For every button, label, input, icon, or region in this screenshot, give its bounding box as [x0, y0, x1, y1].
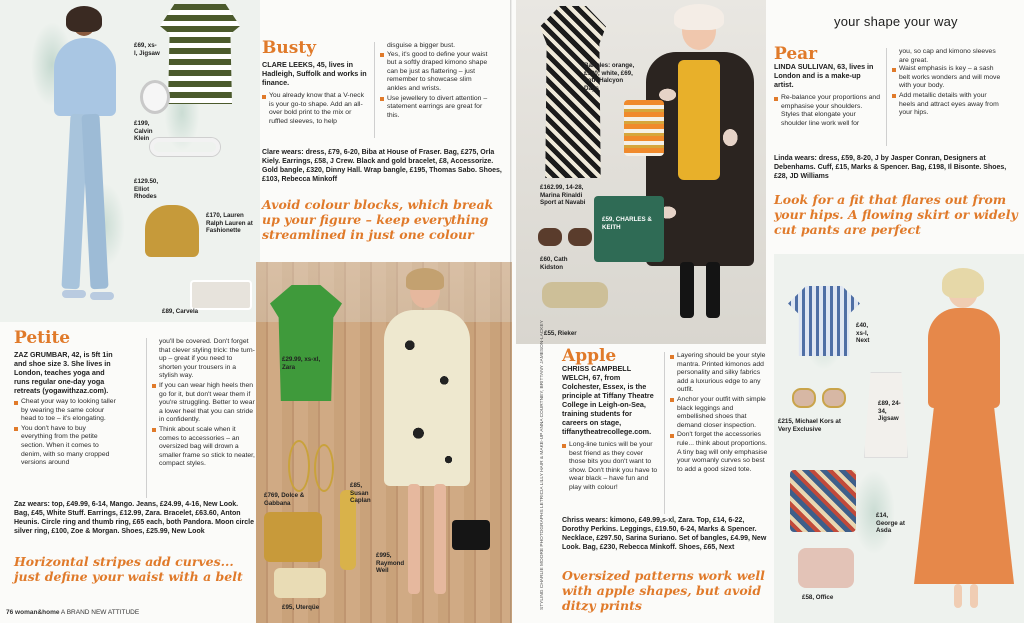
price-tag-dolce-bag: £769, Dolce & Gabbana: [264, 492, 305, 507]
busty-col2: [380, 42, 492, 121]
price-tag-carvela-sandal: £89, Carvela: [162, 308, 199, 315]
gold-sandal-image: [274, 568, 326, 598]
sandal-image: [190, 280, 252, 310]
apple-bullet: Long-line tunics will be your best friend as they cover those bits you don't want to show. Don't think you have to wear black – have fun and play with colour!: [562, 441, 658, 493]
price-tag-zara-dress: £29.99, xs-xl, Zara: [282, 356, 321, 371]
section-title: your shape your way: [834, 14, 958, 29]
pear-section: [774, 44, 1018, 180]
pear-continued-text: you, so cap and kimono sleeves are great.: [899, 48, 996, 64]
price-tag-cath-sunglasses: £60, Cath Kidston: [540, 256, 568, 271]
busty-quote: Avoid colour blocks, which break up your figure – keep everything streamlined in just one colour: [262, 197, 494, 242]
price-tag-rieker-sandal: £55, Rieker: [544, 330, 577, 337]
printed-dress-image: [540, 6, 606, 178]
pear-bullet: Waist emphasis is key – a sash belt works wonders and will move with your body.: [892, 65, 1004, 91]
price-tag-ralph-bag: £170, Lauren Ralph Lauren at Fashionette: [206, 212, 253, 234]
patterned-tote-image: [790, 470, 856, 532]
striped-dress-image: [160, 4, 240, 104]
busty-lead: CLARE LEEKS, 45, lives in Hadleigh, Suffolk and works in finance.: [262, 60, 367, 87]
busty-column-divider: [374, 42, 375, 138]
petite-quote: Horizontal stripes add curves... just define your waist with a belt: [14, 554, 243, 584]
pear-credits: Linda wears: dress, £59, 8-20, J by Jasper Conran, Designers at Debenhams. Cuff, £15, Marks & Spencer. Bag, £198, Il Bisonte. Shoes, £28, JD Williams: [774, 155, 1007, 180]
bullet-icon: [262, 95, 266, 99]
petite-bullet: If you can wear high heels then go for it, but don't wear them if you're struggling. Better to wear a lower heel that you can stride in confidently.: [152, 382, 256, 425]
bullet-icon: [380, 97, 384, 101]
price-tag-bangles: Bangles: orange, £130; white, £69, both Halcyon Days: [584, 62, 635, 92]
bullet-icon: [670, 355, 674, 359]
crossbody-bag-image: [145, 205, 199, 257]
bullet-icon: [892, 94, 896, 98]
apple-heading: Apple: [562, 346, 617, 366]
bullet-icon: [774, 97, 778, 101]
apple-section: [562, 346, 768, 506]
bangles-image: [624, 100, 664, 156]
bullet-icon: [670, 434, 674, 438]
apple-col2: [670, 352, 768, 475]
bullet-icon: [14, 427, 18, 431]
petite-model-image: [48, 6, 123, 318]
busty-bullet: Yes, it's good to define your waist but a softly draped kimono shape can be just as flattering – just remember to showcase slim ankles and wrists.: [380, 51, 492, 94]
petite-lead: ZAZ GRUMBAR, 42, is 5ft 1in and shoe size 3. She lives in London, teaches yoga and runs regular one-day yoga retreats (yogawithzaz.com).: [14, 350, 113, 395]
mustard-bag-image: [264, 512, 322, 562]
busty-bullet: Use jewellery to divert attention – statement earrings are great for this.: [380, 95, 492, 121]
price-tag-jigsaw-dress: £69, xs-l, Jigsaw: [134, 42, 160, 57]
page-number: 76: [6, 609, 14, 616]
pear-quote: Look for a fit that flares out from your hips. A flowing skirt or widely cut pants are perfect: [774, 192, 1018, 237]
apple-bullet: Don't forget the accessories rule... think about proportions. A tiny bag will only emphasise your womanly curves so best to add a good sized tote.: [670, 431, 768, 474]
mule-shoe-image: [798, 548, 854, 588]
right-page: [512, 0, 1024, 623]
bullet-icon: [670, 398, 674, 402]
pear-col2: [892, 48, 1004, 119]
busty-bullet: You already know that a V-neck is your go-to shape. Add an all-over bold print to the mix or ruffled sleeves, to help: [262, 92, 368, 126]
price-tag-jigsaw-skirt: £89, 24-34, Jigsaw: [878, 400, 901, 422]
pear-bullet: Re-balance your proportions and emphasise your shoulders. Styles that elongate your shoulder line work well for: [774, 94, 880, 128]
pear-bullet: Add metallic details with your heels and attract eyes away from your hips.: [892, 92, 1004, 118]
apple-col1: [562, 364, 658, 494]
page-folio: [6, 609, 139, 616]
apple-quote: Oversized patterns work well with apple shapes, but avoid ditzy prints: [562, 568, 765, 613]
petite-continued-text: you'll be covered. Don't forget that clever styling trick: the turn-up – great if you need to shorten your trousers in a stylish way.: [159, 338, 255, 380]
petite-credits: Zaz wears: top, £49.99, 6-14, Mango. Jeans, £24.99, 4-16, New Look. Bag, £45, White Stuff. Earrings, £12.99, Zara. Bracelet, £63.60, Anton Heunis. Circle ring and thumb ring, £65 each, both Pandora. Moon circle silver ring, £100, Zoe & Morgan. Shoes, £25.99, New Look: [14, 501, 254, 535]
petite-col1: [14, 350, 118, 469]
petite-column-divider: [146, 338, 147, 498]
bullet-icon: [14, 401, 18, 405]
price-tag-asda-bag: £14, George at Asda: [876, 512, 905, 534]
price-tag-calvin-watch: £199, Calvin Klein: [134, 120, 153, 142]
price-tag-next-top: £40, xs-l, Next: [856, 322, 870, 344]
rieker-sandal-image: [542, 282, 608, 308]
apple-bullet: Layering should be your style mantra. Printed kimonos add personality and silky fabrics add a luxurious edge to any outfit.: [670, 352, 768, 395]
bullet-icon: [892, 68, 896, 72]
apple-bullet: Anchor your outfit with simple black leggings and embellished shoes that demand closer inspection.: [670, 396, 768, 430]
price-tag-office-shoe: £58, Office: [802, 594, 834, 601]
petite-bullet: Think about scale when it comes to accessories – an oversized bag will drown a smaller frame so stick to neater, compact styles.: [152, 426, 256, 469]
price-tag-uterque-sandal: £95, Uterqüe: [282, 604, 320, 611]
apple-column-divider: [664, 352, 665, 514]
petite-heading: Petite: [14, 328, 71, 348]
bullet-icon: [152, 384, 156, 388]
price-tag-elliot-belt: £129.50, Elliot Rhodes: [134, 178, 159, 200]
apple-lead: CHRISS CAMPBELL WELCH, 67, from Colchester, Essex, is the principle at Tiffany Theatre College in Leigh-on-Sea, training students for careers on stage, tiffanytheatrecollege.com.: [562, 364, 654, 436]
price-tag-charles-bag: £59, CHARLES & KEITH: [602, 216, 652, 231]
price-tag-kors-sunglasses: £215, Michael Kors at Very Exclusive: [778, 418, 841, 433]
pear-col1: [774, 62, 880, 129]
hoop-earrings-image: [288, 440, 310, 492]
price-tag-marina-dress: £162.99, 14-28, Marina Rinaldi Sport at Navabi: [540, 184, 586, 206]
black-bag-image: [452, 520, 490, 550]
brand-name: woman&home: [15, 609, 60, 616]
busty-col1: [262, 60, 368, 127]
pear-column-divider: [886, 48, 887, 146]
pear-lead: LINDA SULLIVAN, 63, lives in London and is a make-up artist.: [774, 62, 874, 89]
watch-icon: [140, 80, 170, 114]
pear-model-image: [914, 268, 1014, 616]
price-tag-raymond-watch: £995, Raymond Weil: [376, 552, 405, 574]
busty-section: [262, 38, 506, 190]
bullet-icon: [562, 444, 566, 448]
petite-bullet: Cheat your way to looking taller by wearing the same colour head to toe – it's elongating.: [14, 398, 118, 424]
hoop-earrings-image: [314, 444, 334, 492]
green-dress-image: [270, 285, 342, 401]
rose-sunglasses-image: [792, 388, 848, 410]
apple-credits: Chriss wears: kimono, £49.99,s-xl, Zara. Top, £14, 6-22, Dorothy Perkins. Leggings, £19.50, 6-24, Marks & Spencer. Necklace, £297.50, Sarina Suriano. Set of bangles, £4.99, New Look. Bag, £230, Rebecca Minkoff. Shoes, £65, Next: [562, 517, 767, 551]
price-tag-susan-earrings: £85, Susan Caplan: [350, 482, 371, 504]
petite-bullet: You don't have to buy everything from the petite section. When it comes to denim, with so many cropped versions around: [14, 425, 118, 468]
bullet-icon: [380, 53, 384, 57]
bullet-icon: [152, 428, 156, 432]
apple-model-image: [644, 4, 756, 326]
sunglasses-image: [538, 228, 592, 248]
busty-continued-text: disguise a bigger bust.: [387, 42, 456, 49]
brand-tagline: A BRAND NEW ATTITUDE: [60, 609, 140, 616]
petite-col2: [152, 338, 256, 470]
busty-heading: Busty: [262, 38, 317, 58]
busty-credits: Clare wears: dress, £79, 6-20, Biba at House of Fraser. Bag, £275, Orla Kiely. Earrings, £58, J Crew. Black and gold bracelet, £8, Accessorize. Gold bangle, £320, Dinny Hall. Wrap bangle, £195, Thomas Sabo. Shoes, £103, Rebecca Minkoff: [262, 149, 502, 183]
photo-credits: STYLING CHARLIE MOORE PHOTOGRAPHS LETRICIA LILLY HAIR & MAKE-UP ANNA COURTNEY, BRITTANY JAMESON-LACKEY: [540, 320, 545, 610]
pear-heading: Pear: [774, 44, 818, 64]
